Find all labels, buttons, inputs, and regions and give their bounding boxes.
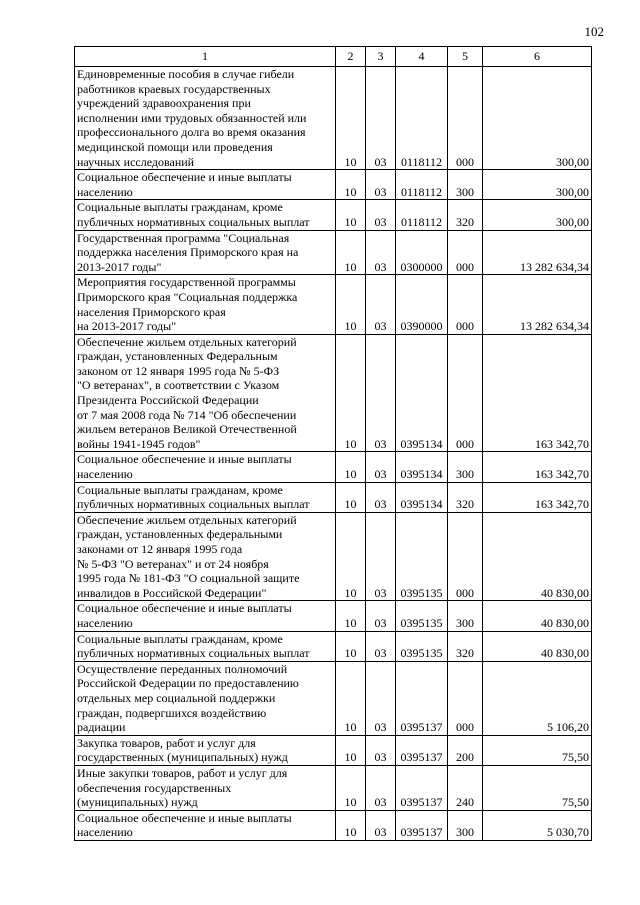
row-type-cell: 000	[448, 275, 483, 334]
row-subsection-cell: 03	[366, 512, 396, 601]
row-subsection-cell: 03	[366, 735, 396, 765]
table-row	[75, 482, 592, 512]
table-body	[75, 67, 592, 841]
row-target-cell: 0395135	[396, 631, 448, 661]
row-name-cell: Социальное обеспечение и иные выплаты населению	[75, 810, 336, 840]
row-amount-cell: 300,00	[483, 67, 592, 170]
header-col-1: 1	[75, 47, 336, 67]
row-target-cell: 0395137	[396, 735, 448, 765]
row-target-cell: 0118112	[396, 67, 448, 170]
row-section-cell: 10	[336, 810, 366, 840]
table-row	[75, 67, 592, 170]
row-name-cell: Мероприятия государственной программы Приморского края "Социальная поддержка населения Приморского края на 2013-2017 годы"	[75, 275, 336, 334]
row-target-cell: 0390000	[396, 275, 448, 334]
row-amount-cell: 300,00	[483, 170, 592, 200]
row-target-cell: 0118112	[396, 170, 448, 200]
row-subsection-cell: 03	[366, 601, 396, 631]
row-section-cell: 10	[336, 601, 366, 631]
table-row	[75, 601, 592, 631]
row-subsection-cell: 03	[366, 661, 396, 735]
row-name-cell: Иные закупки товаров, работ и услуг для обеспечения государственных (муниципальных) нужд	[75, 765, 336, 810]
table-row	[75, 631, 592, 661]
row-amount-cell: 13 282 634,34	[483, 275, 592, 334]
row-type-cell: 320	[448, 482, 483, 512]
row-section-cell: 10	[336, 275, 366, 334]
row-type-cell: 300	[448, 170, 483, 200]
row-amount-cell: 163 342,70	[483, 452, 592, 482]
page-number: 102	[584, 24, 604, 39]
row-name-cell: Социальное обеспечение и иные выплаты населению	[75, 452, 336, 482]
header-col-5: 5	[448, 47, 483, 67]
row-type-cell: 000	[448, 661, 483, 735]
row-name-cell: Социальные выплаты гражданам, кроме публичных нормативных социальных выплат	[75, 482, 336, 512]
row-subsection-cell: 03	[366, 67, 396, 170]
row-amount-cell: 5 106,20	[483, 661, 592, 735]
row-name-cell: Социальные выплаты гражданам, кроме публичных нормативных социальных выплат	[75, 200, 336, 230]
table-row	[75, 735, 592, 765]
row-name-cell: Государственная программа "Социальная поддержка населения Приморского края на 2013-2017 годы"	[75, 230, 336, 275]
row-target-cell: 0395137	[396, 661, 448, 735]
row-subsection-cell: 03	[366, 230, 396, 275]
row-subsection-cell: 03	[366, 200, 396, 230]
table-row	[75, 200, 592, 230]
row-section-cell: 10	[336, 631, 366, 661]
row-target-cell: 0395134	[396, 452, 448, 482]
row-target-cell: 0395134	[396, 334, 448, 452]
row-section-cell: 10	[336, 735, 366, 765]
row-type-cell: 200	[448, 735, 483, 765]
row-amount-cell: 5 030,70	[483, 810, 592, 840]
table-row	[75, 230, 592, 275]
row-amount-cell: 300,00	[483, 200, 592, 230]
table-row	[75, 810, 592, 840]
row-section-cell: 10	[336, 482, 366, 512]
row-target-cell: 0395135	[396, 512, 448, 601]
header-col-3: 3	[366, 47, 396, 67]
header-row	[75, 47, 592, 67]
row-name-cell: Закупка товаров, работ и услуг для государственных (муниципальных) нужд	[75, 735, 336, 765]
row-subsection-cell: 03	[366, 275, 396, 334]
row-section-cell: 10	[336, 512, 366, 601]
table-row	[75, 765, 592, 810]
row-section-cell: 10	[336, 170, 366, 200]
row-type-cell: 000	[448, 512, 483, 601]
row-section-cell: 10	[336, 765, 366, 810]
row-amount-cell: 40 830,00	[483, 631, 592, 661]
row-amount-cell: 163 342,70	[483, 482, 592, 512]
row-target-cell: 0395134	[396, 482, 448, 512]
row-name-cell: Осуществление переданных полномочий Российской Федерации по предоставлению отдельных мер социальной поддержки граждан, подвергшихся воздействию радиации	[75, 661, 336, 735]
row-type-cell: 320	[448, 200, 483, 230]
row-name-cell: Единовременные пособия в случае гибели работников краевых государственных учреждений здравоохранения при исполнении ими трудовых обязанностей или профессионального долга во время оказания медицинской помощи или проведения научных исследований	[75, 67, 336, 170]
row-type-cell: 000	[448, 334, 483, 452]
row-amount-cell: 75,50	[483, 765, 592, 810]
row-section-cell: 10	[336, 230, 366, 275]
row-subsection-cell: 03	[366, 482, 396, 512]
row-target-cell: 0300000	[396, 230, 448, 275]
row-name-cell: Обеспечение жильем отдельных категорий граждан, установленных Федеральным законом от 12 января 1995 года № 5-ФЗ "О ветеранах", в соответствии с Указом Президента Российской Федерации от 7 мая 2008 года № 714 "Об обеспечении жильем ветеранов Великой Отечественной войны 1941-1945 годов"	[75, 334, 336, 452]
table-row	[75, 661, 592, 735]
table-row	[75, 512, 592, 601]
row-type-cell: 000	[448, 230, 483, 275]
row-target-cell: 0118112	[396, 200, 448, 230]
row-type-cell: 000	[448, 67, 483, 170]
row-type-cell: 300	[448, 601, 483, 631]
table-row	[75, 170, 592, 200]
row-subsection-cell: 03	[366, 765, 396, 810]
row-subsection-cell: 03	[366, 810, 396, 840]
header-col-4: 4	[396, 47, 448, 67]
row-section-cell: 10	[336, 67, 366, 170]
row-target-cell: 0395135	[396, 601, 448, 631]
row-amount-cell: 40 830,00	[483, 601, 592, 631]
row-amount-cell: 163 342,70	[483, 334, 592, 452]
row-amount-cell: 40 830,00	[483, 512, 592, 601]
table-row	[75, 334, 592, 452]
row-target-cell: 0395137	[396, 810, 448, 840]
table-row	[75, 275, 592, 334]
row-name-cell: Обеспечение жильем отдельных категорий граждан, установленных федеральными законами от 12 января 1995 года № 5-ФЗ "О ветеранах" и от 24 ноября 1995 года № 181-ФЗ "О социальной защите инвалидов в Российской Федерации"	[75, 512, 336, 601]
row-subsection-cell: 03	[366, 334, 396, 452]
row-section-cell: 10	[336, 200, 366, 230]
row-name-cell: Социальное обеспечение и иные выплаты населению	[75, 170, 336, 200]
row-type-cell: 300	[448, 810, 483, 840]
row-amount-cell: 13 282 634,34	[483, 230, 592, 275]
row-subsection-cell: 03	[366, 170, 396, 200]
row-type-cell: 240	[448, 765, 483, 810]
row-section-cell: 10	[336, 334, 366, 452]
row-target-cell: 0395137	[396, 765, 448, 810]
budget-table	[74, 46, 592, 841]
row-subsection-cell: 03	[366, 631, 396, 661]
row-subsection-cell: 03	[366, 452, 396, 482]
header-col-6: 6	[483, 47, 592, 67]
row-section-cell: 10	[336, 452, 366, 482]
table-row	[75, 452, 592, 482]
row-amount-cell: 75,50	[483, 735, 592, 765]
header-col-2: 2	[336, 47, 366, 67]
row-type-cell: 300	[448, 452, 483, 482]
row-type-cell: 320	[448, 631, 483, 661]
row-name-cell: Социальное обеспечение и иные выплаты населению	[75, 601, 336, 631]
row-name-cell: Социальные выплаты гражданам, кроме публичных нормативных социальных выплат	[75, 631, 336, 661]
row-section-cell: 10	[336, 661, 366, 735]
